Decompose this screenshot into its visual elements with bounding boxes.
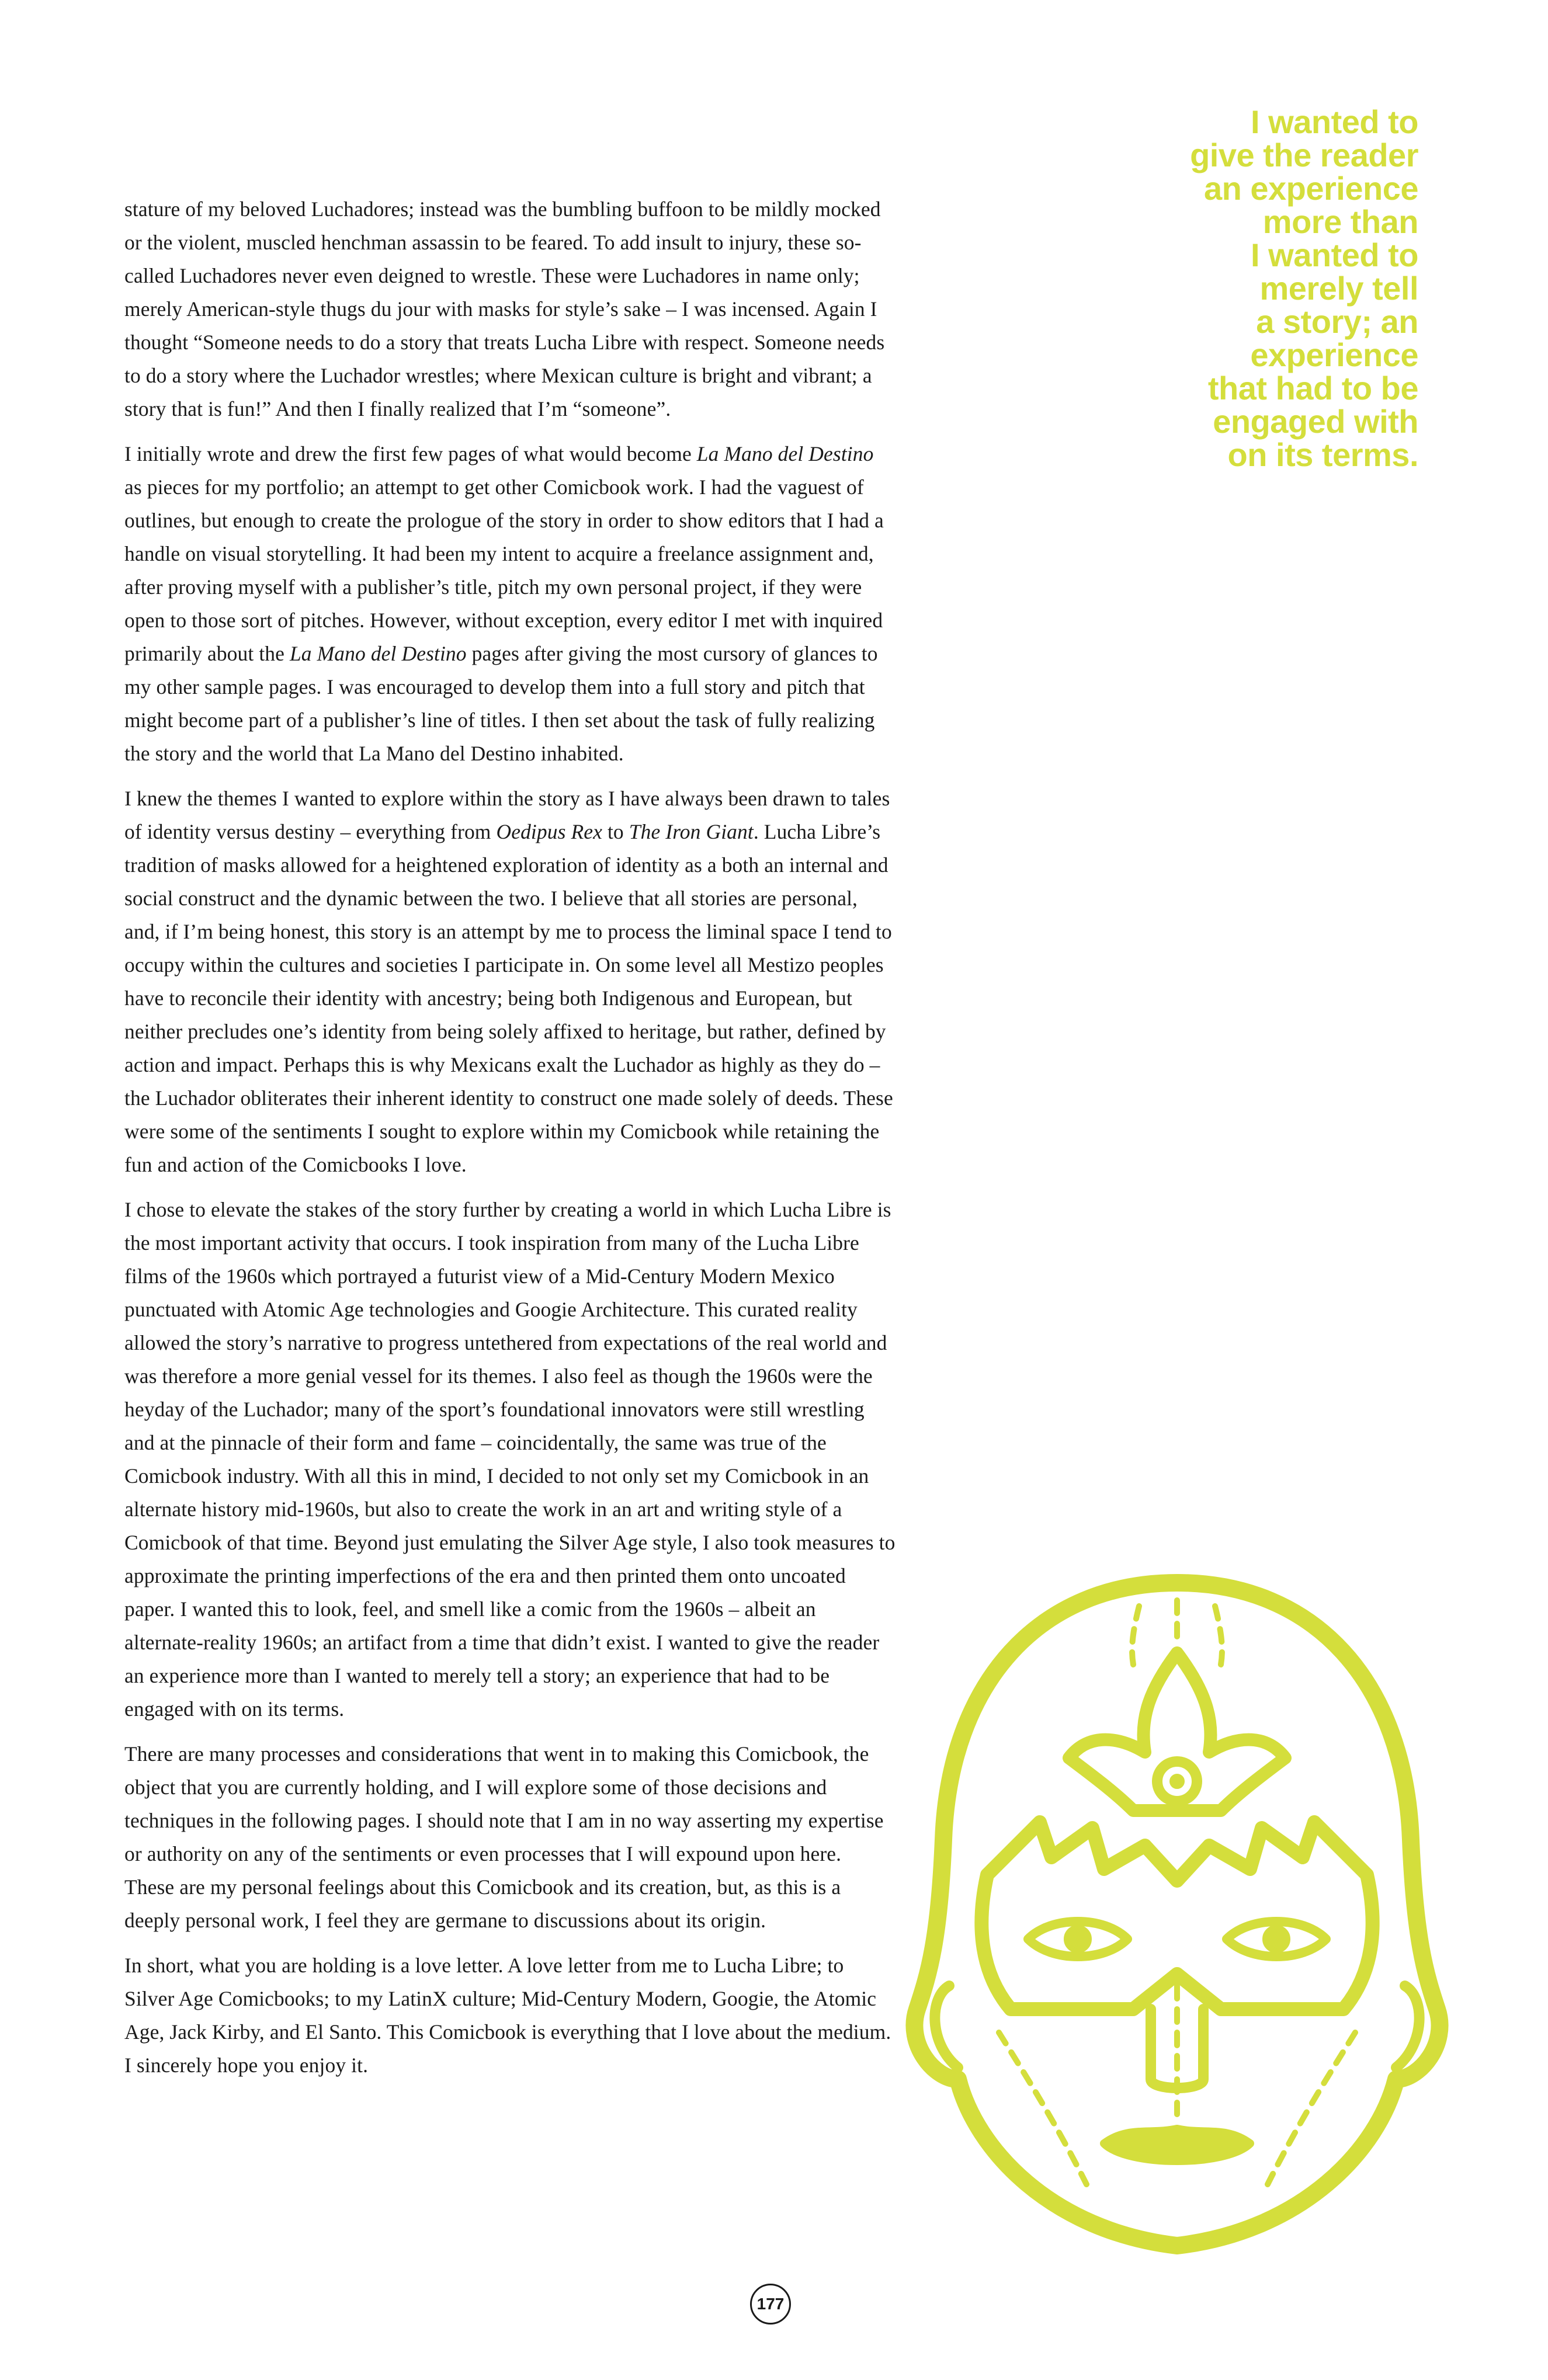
pull-quote [1115, 105, 1418, 471]
pull-quote-line: merely tell [1259, 270, 1418, 307]
luchador-mask-illustration [894, 1565, 1460, 2266]
mask-mouth [1104, 2129, 1250, 2161]
paragraph-3-text: I knew the themes I wanted to explore within the story as I have always been drawn to tales of identity versus destiny – everything from [124, 787, 890, 843]
paragraph-1: stature of my beloved Luchadores; instead was the bumbling buffoon to be mildly mocked or the violent, muscled henchman assassin to be feared. To add insult to injury, these so-called Luchadores never even deigned to wrestle. These were Luchadores in name only; merely American-style thugs du jour with masks for style’s sake – I was incensed. Again I thought “Someone needs to do a story that treats Lucha Libre with respect. Someone needs to do a story where the Luchador wrestles; where Mexican culture is bright and vibrant; a story that is fun!” And then I finally realized that I’m “someone”. [124, 197, 885, 421]
book-title: La Mano del Destino [696, 442, 874, 465]
paragraph-4: I chose to elevate the stakes of the story further by creating a world in which Lucha Libre is the most important activity that occurs. I took inspiration from many of the Lucha Libre films of the 1960s which portrayed a futurist view of a Mid-Century Modern Mexico punctuated with Atomic Age technologies and Googie Architecture. This curated reality allowed the story’s narrative to progress untethered from expectations of the real world and was therefore a more genial vessel for its themes. I also feel as though the 1960s were the heyday of the Luchador; many of the sport’s foundational innovators were still wrestling and at the pinnacle of their form and fame – coincidentally, the same was true of the Comicbook industry. With all this in mind, I decided to not only set my Comicbook in an alternate history mid-1960s, but also to create the work in an art and writing style of a Comicbook of that time. Beyond just emulating the Silver Age style, I also took measures to approximate the printing imperfections of the era and then printed them onto uncoated paper. I wanted this to look, feel, and smell like a comic from the 1960s – albeit an alternate-reality 1960s; an artifact from a time that didn’t exist. I wanted to give the reader an experience more than I wanted to merely tell a story; an experience that had to be engaged with on its terms. [124, 1198, 896, 1721]
pull-quote-line: that had to be [1207, 370, 1418, 406]
work-title: The Iron Giant [629, 820, 754, 843]
paragraph-2-text: as pieces for my portfolio; an attempt to get other Comicbook work. I had the vaguest of outlines, but enough to create the prologue of the story in order to show editors that I had a handle on visual storytelling. It had been my intent to acquire a freelance assignment and, after proving myself with a publisher’s title, pitch my own personal project, if they were open to those sort of pitches. However, without exception, every editor I met with inquired primarily about the [124, 475, 884, 665]
pull-quote-line: a story; an [1256, 303, 1418, 340]
mask-stitch [1215, 1606, 1222, 1665]
pull-quote-line: experience [1250, 336, 1418, 373]
work-title: Oedipus Rex [496, 820, 602, 843]
pull-quote-line: I wanted to [1251, 237, 1418, 273]
pull-quote-line: give the reader [1190, 137, 1418, 173]
pull-quote-line: I wanted to [1251, 103, 1418, 140]
pull-quote-line: an experience [1203, 170, 1418, 207]
body-text-column [124, 193, 896, 2094]
mask-left-pupil [1065, 1926, 1091, 1952]
paragraph-3-text: . Lucha Libre’s tradition of masks allowed for a heightened exploration of identity as a both an internal and social construct and the dynamic between the two. I believe that all stories are personal, and, if I’m being honest, this story is an attempt by me to process the liminal space I tend to occupy within the cultures and societies I participate in. On some level all Mestizo peoples have to reconcile their identity with ancestry; being both Indigenous and European, but neither precludes one’s identity from being solely affixed to heritage, but rather, defined by action and impact. Perhaps this is why Mexicans exalt the Luchador as highly as they do – the Luchador obliterates their inherent identity to construct one made solely of deeds. These were some of the sentiments I sought to explore within my Comicbook while retaining the fun and action of the Comicbooks I love. [124, 820, 893, 1176]
paragraph-3-text: to [602, 820, 629, 843]
paragraph-3 [124, 782, 896, 1182]
mask-left-ear [935, 1986, 958, 2068]
mask-right-ear [1396, 1986, 1419, 2068]
pull-quote-line: engaged with [1213, 403, 1418, 440]
paragraph-2-text: pages after giving the most cursory of glances to my other sample pages. I was encouraged to develop them into a full story and pitch that might become part of a publisher’s line of titles. I then set about the task of fully realizing the story and the world that La Mano del Destino inhabited. [124, 642, 878, 765]
luchador-mask-icon [894, 1565, 1460, 2266]
pull-quote-line: more than [1262, 203, 1418, 240]
pull-quote-line: on its terms. [1227, 436, 1418, 473]
mask-right-pupil [1264, 1926, 1289, 1952]
mask-third-eye-pupil [1171, 1776, 1183, 1787]
paragraph-6: In short, what you are holding is a love letter. A love letter from me to Lucha Libre; to Silver Age Comicbooks; to my LatinX culture; Mid-Century Modern, Googie, the Atomic Age, Jack Kirby, and El Santo. This Comicbook is everything that I love about the medium. I sincerely hope you enjoy it. [124, 1954, 891, 2077]
paragraph-2-text: I initially wrote and drew the first few pages of what would become [124, 442, 697, 465]
mask-stitch [1132, 1606, 1139, 1665]
paragraph-2 [124, 437, 896, 770]
mask-eye-surround [981, 1822, 1372, 2009]
page-number: 177 [750, 2284, 791, 2325]
book-title: La Mano del Destino [289, 642, 467, 665]
paragraph-5: There are many processes and considerations that went in to making this Comicbook, the object that you are currently holding, and I will explore some of those decisions and techniques in the following pages. I should note that I am in no way asserting my expertise or authority on any of the sentiments or even processes that I will expound upon here. These are my personal feelings about this Comicbook and its creation, but, as this is a deeply personal work, I feel they are germane to discussions about its origin. [124, 1742, 884, 1932]
